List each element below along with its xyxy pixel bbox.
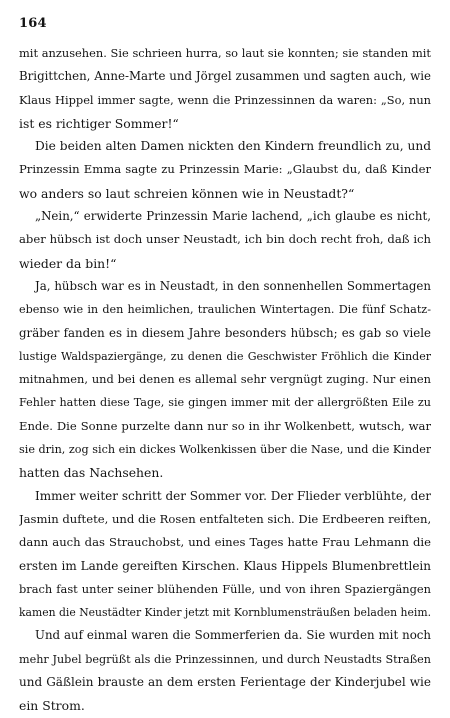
text-line: „Nein,“ erwiderte Prinzessin Marie lachend, „ich glaube es nicht, <box>35 209 431 224</box>
text-line: kamen die Neustädter Kinder jetzt mit Kornblumensträußen beladen heim. <box>19 606 431 620</box>
text-line: Die beiden alten Damen nickten den Kindern freundlich zu, und <box>35 139 431 154</box>
text-line: Klaus Hippel immer sagte, wenn die Prinzessinnen da waren: „So, nun <box>19 92 431 107</box>
text-line: wieder da bin!“ <box>19 255 117 271</box>
text-line: Immer weiter schritt der Sommer vor. Der Flieder verblühte, der <box>35 488 431 503</box>
text-line: mitnahmen, und bei denen es allemal sehr vergnügt zuging. Nur einen <box>19 372 431 387</box>
text-line: brach fast unter seiner blühenden Fülle, und von ihren Spaziergängen <box>19 581 431 596</box>
text-line: Ende. Die Sonne purzelte dann nur so in ihr Wolkenbett, wutsch, war <box>19 418 431 433</box>
text-line: lustige Waldspaziergänge, zu denen die Geschwister Fröhlich die Kinder <box>19 349 431 363</box>
text-line: gräber fanden es in diesem Jahre besonders hübsch; es gab so viele <box>19 325 431 340</box>
text-line: Und auf einmal waren die Sommerferien da. Sie wurden mit noch <box>35 628 431 643</box>
text-line: Ja, hübsch war es in Neustadt, in den sonnenhellen Sommertagen <box>35 278 431 293</box>
text-line: Fehler hatten diese Tage, sie gingen immer mit der allergrößten Eile zu <box>19 396 431 410</box>
text-line: wo anders so laut schreien können wie in Neustadt?“ <box>19 185 355 201</box>
text-line: ein Strom. <box>19 698 85 714</box>
text-line: Jasmin duftete, und die Rosen entfalteten sich. Die Erdbeeren reiften, <box>19 511 431 526</box>
text-line: und Gäßlein brauste an dem ersten Ferientage der Kinderjubel wie <box>19 675 431 690</box>
text-line: mehr Jubel begrüßt als die Prinzessinnen, und durch Neustadts Straßen <box>19 652 431 666</box>
text-line: mit anzusehen. Sie schrieen hurra, so laut sie konnten; sie standen mit <box>19 46 431 60</box>
text-line: Brigittchen, Anne-Marte und Jörgel zusammen und sagten auch, wie <box>19 69 431 84</box>
text-line: ist es richtiger Sommer!“ <box>19 115 179 131</box>
page-number: 164 <box>19 16 47 31</box>
text-line: ebenso wie in den heimlichen, traulichen Wintertagen. Die fünf Schatz- <box>19 303 431 317</box>
text-line: aber hübsch ist doch unser Neustadt, ich bin doch recht froh, daß ich <box>19 232 431 247</box>
text-line: dann auch das Strauchobst, und eines Tages hatte Frau Lehmann die <box>19 535 431 550</box>
text-line: Prinzessin Emma sagte zu Prinzessin Marie: „Glaubst du, daß Kinder <box>19 162 431 177</box>
text-line: hatten das Nachsehen. <box>19 465 164 481</box>
text-line: ersten im Lande gereiften Kirschen. Klaus Hippels Blumenbrettlein <box>19 558 431 573</box>
text-line: sie drin, zog sich ein dickes Wolkenkissen über die Nase, und die Kinder <box>19 443 431 457</box>
body-text <box>19 42 431 718</box>
